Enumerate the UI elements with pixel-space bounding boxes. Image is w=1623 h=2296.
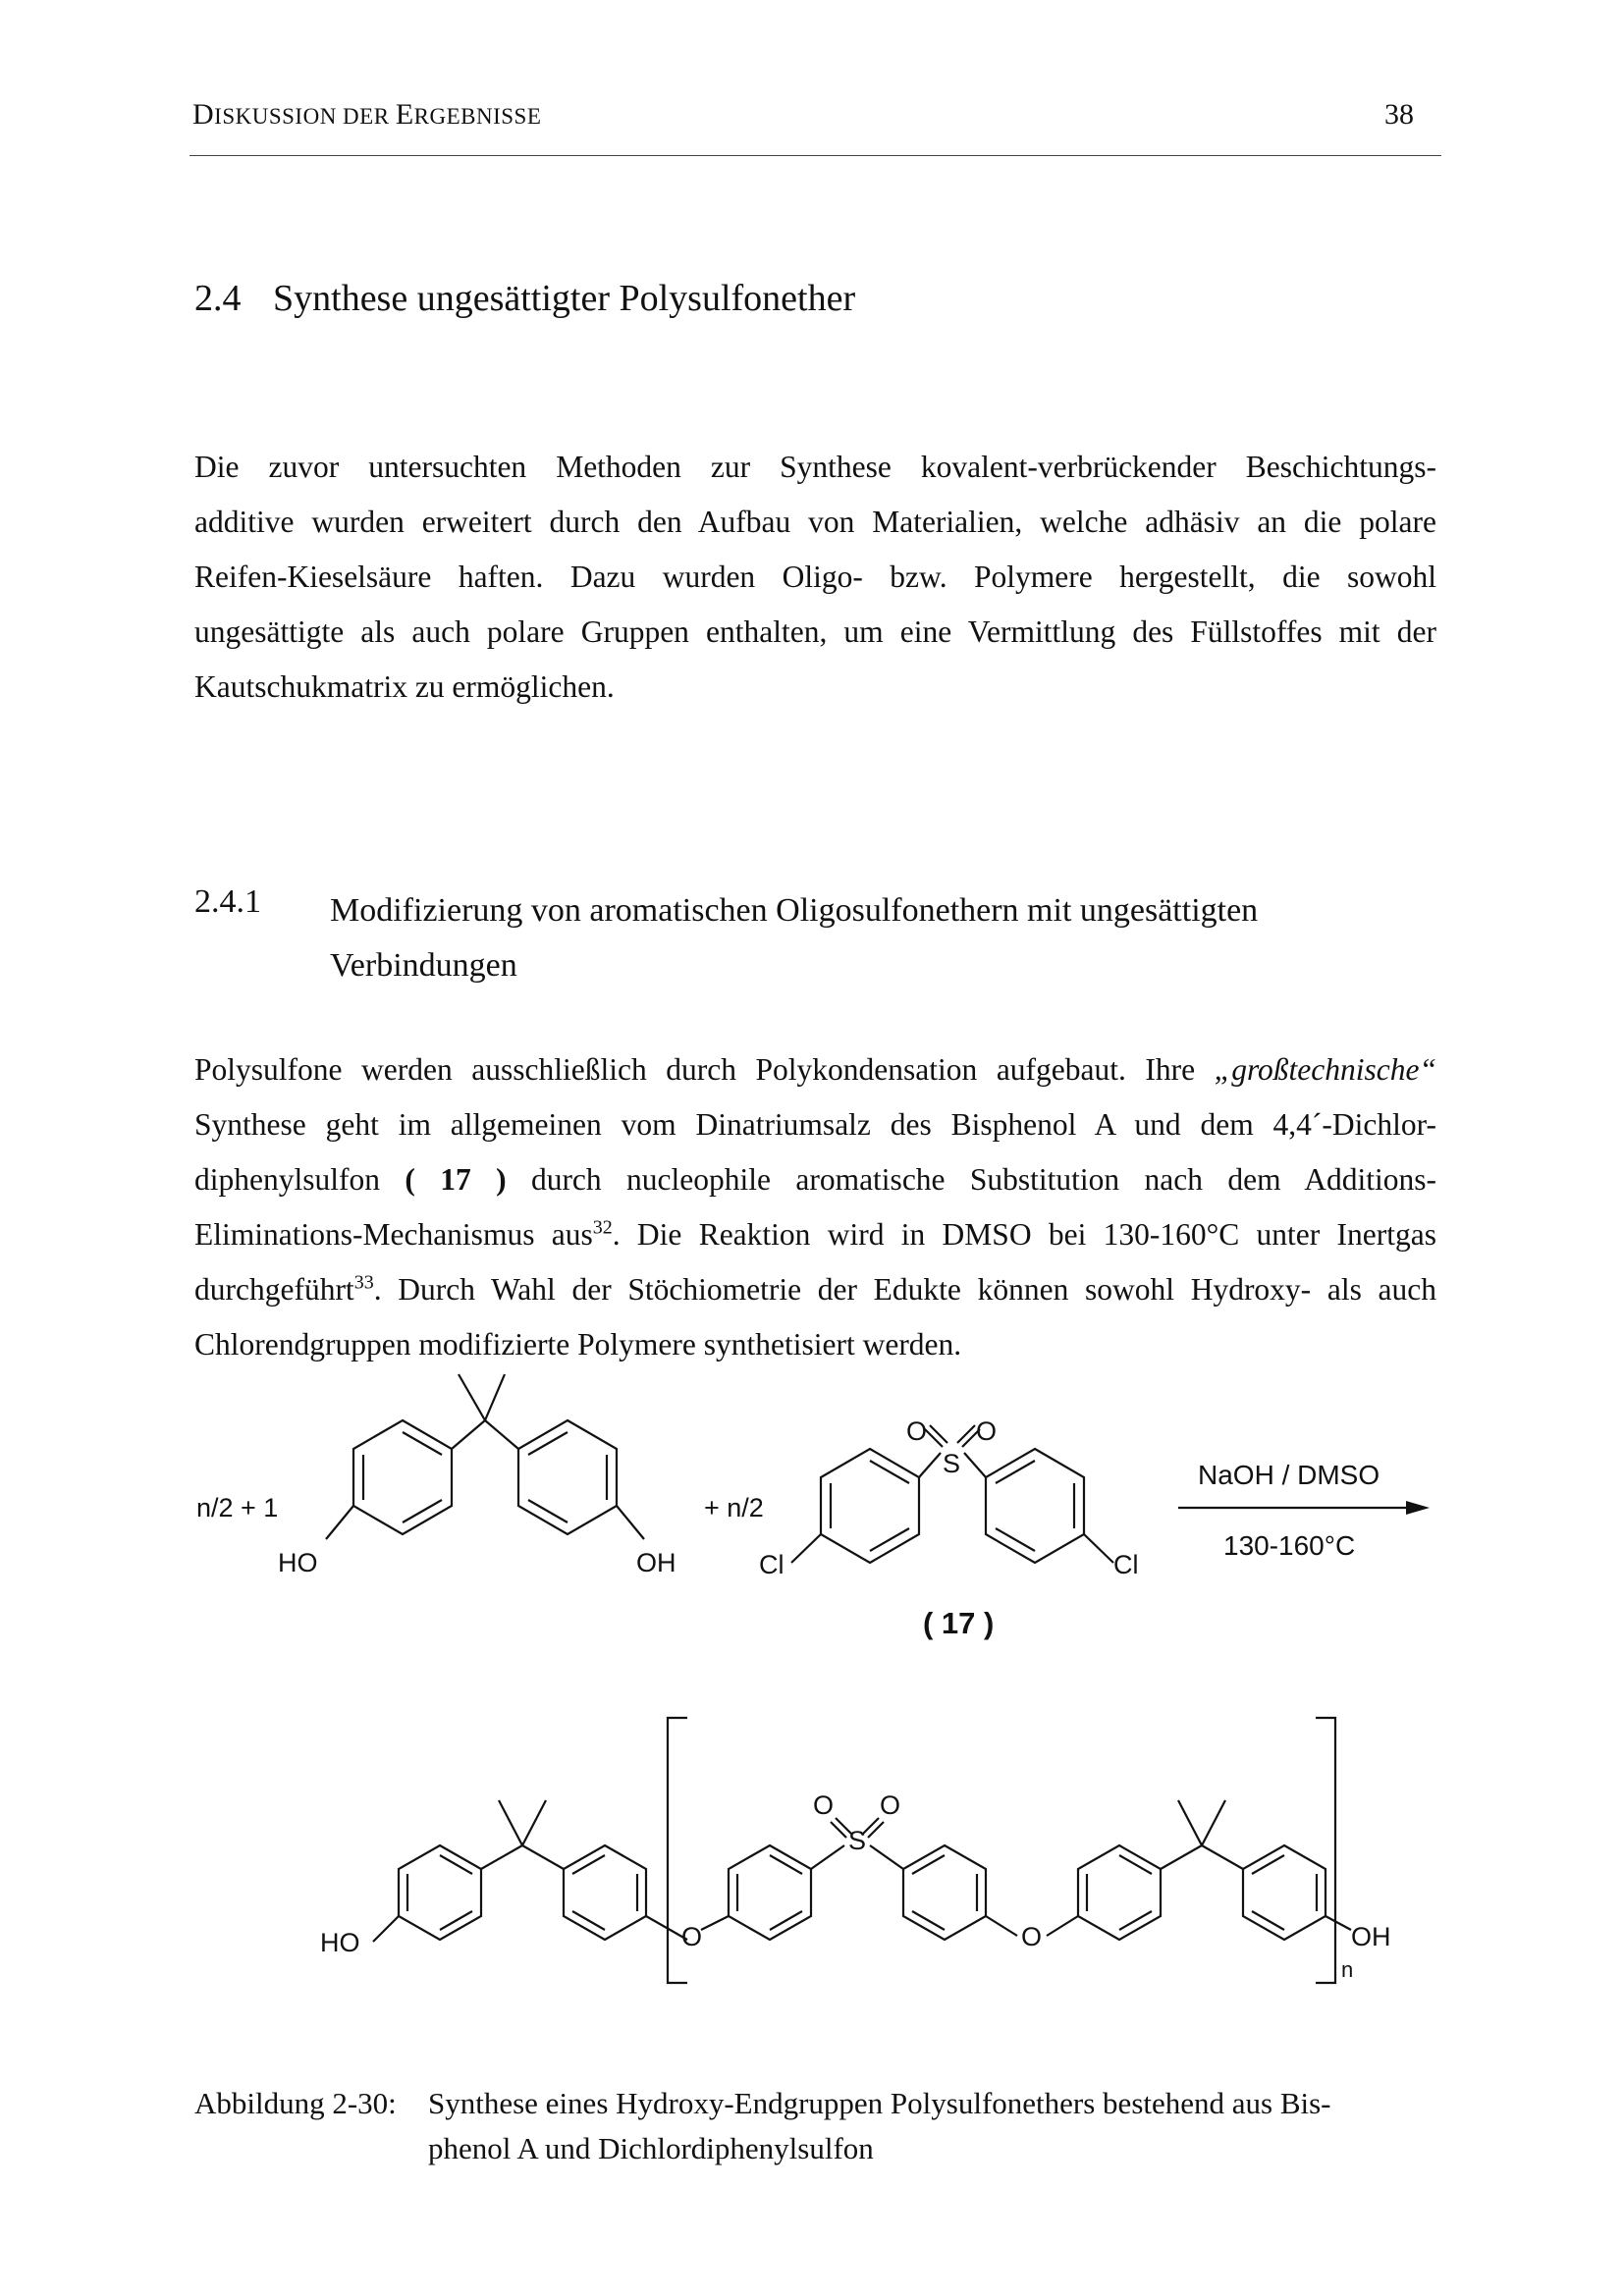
emphasis-term: „großtechnische“: [1214, 1052, 1436, 1087]
running-header-title: DISKUSSION DER ERGEBNISSE: [192, 98, 542, 131]
paragraph-line: Eliminations-Mechanismus aus$^{32}$. Die Reaktion wird in DMSO bei 130-160°C unter Inertgas: [194, 1216, 1436, 1252]
subsection-number: 2.4.1: [194, 883, 261, 920]
label-o: O: [976, 1416, 998, 1446]
label-cl-left: Cl: [759, 1550, 784, 1579]
compound-ref: ( 17 ): [405, 1162, 507, 1197]
paragraph-line: ungesättigte als auch polare Gruppen enthalten, um eine Vermittlung des Füllstoffes mit der: [194, 614, 1436, 649]
paragraph-line: Polysulfone werden ausschließlich durch Polykondensation aufgebaut. Ihre „großtechnische“: [194, 1052, 1436, 1087]
paragraph-line: diphenylsulfon ( 17 ) durch nucleophile aromatische Substitution nach dem Additions-: [194, 1162, 1436, 1197]
bisphenol-a-structure: [326, 1374, 644, 1539]
reagent-label: NaOH / DMSO: [1198, 1460, 1380, 1490]
label-cl-right: Cl: [1113, 1550, 1139, 1579]
label-o: O: [813, 1790, 835, 1820]
label-s: S: [848, 1826, 867, 1855]
page-number: 38: [1384, 98, 1414, 131]
compound-label: ( 17 ): [923, 1606, 995, 1640]
paragraph-line: Die zuvor untersuchten Methoden zur Synthese kovalent-verbrückender Beschichtungs-: [194, 450, 1436, 484]
caption-label: Abbildung 2-30:: [194, 2086, 397, 2120]
label-oh: OH: [636, 1548, 676, 1577]
paragraph-line: Chlorendgruppen modifizierte Polymere synthetisiert werden.: [194, 1327, 962, 1362]
label-ho: HO: [320, 1928, 360, 1957]
label-oh: OH: [1351, 1922, 1391, 1951]
label-s: S: [943, 1449, 961, 1478]
paragraph-line: Kautschukmatrix zu ermöglichen.: [194, 669, 615, 704]
subsection-title: Modifizierung von aromatischen Oligosulfonethern mit ungesättigten Verbindungen: [330, 892, 1259, 984]
label-o: O: [1021, 1922, 1043, 1951]
repeat-index: n: [1341, 1957, 1354, 1982]
paragraph-line: additive wurden erweitert durch den Aufbau von Materialien, welche adhäsiv an die polare: [194, 505, 1436, 539]
dichlorodiphenylsulfone-structure: [791, 1425, 1113, 1563]
section-number: 2.4: [194, 278, 242, 319]
citation-32: 32: [592, 1216, 613, 1239]
label-o: O: [906, 1416, 928, 1446]
citation-33: 33: [353, 1271, 374, 1294]
paragraph-line: Reifen-Kieselsäure haften. Dazu wurden Oligo- bzw. Polymere hergestellt, die sowohl: [194, 560, 1436, 594]
label-ho: HO: [278, 1548, 318, 1577]
paragraph-line: Synthese geht im allgemeinen vom Dinatriumsalz des Bisphenol A und dem 4,4´-Dichlor-: [194, 1107, 1436, 1142]
figure-caption: Abbildung 2-30: Synthese eines Hydroxy-Endgruppen Polysulfonethers bestehend aus Bis- phenol A und Dichlordiphenylsulfon: [194, 2081, 1331, 2171]
coefficient-sulfone: + n/2: [704, 1493, 764, 1522]
label-o: O: [681, 1922, 703, 1951]
coefficient-bisphenol: n/2 + 1: [196, 1493, 279, 1522]
paragraph-line: durchgeführt$^{33}$. Durch Wahl der Stöchiometrie der Edukte können sowohl Hydroxy- als auch: [194, 1271, 1436, 1307]
conditions-label: 130-160°C: [1223, 1530, 1356, 1561]
label-o: O: [880, 1790, 901, 1820]
section-title: Synthese ungesättigter Polysulfonether: [273, 278, 856, 319]
